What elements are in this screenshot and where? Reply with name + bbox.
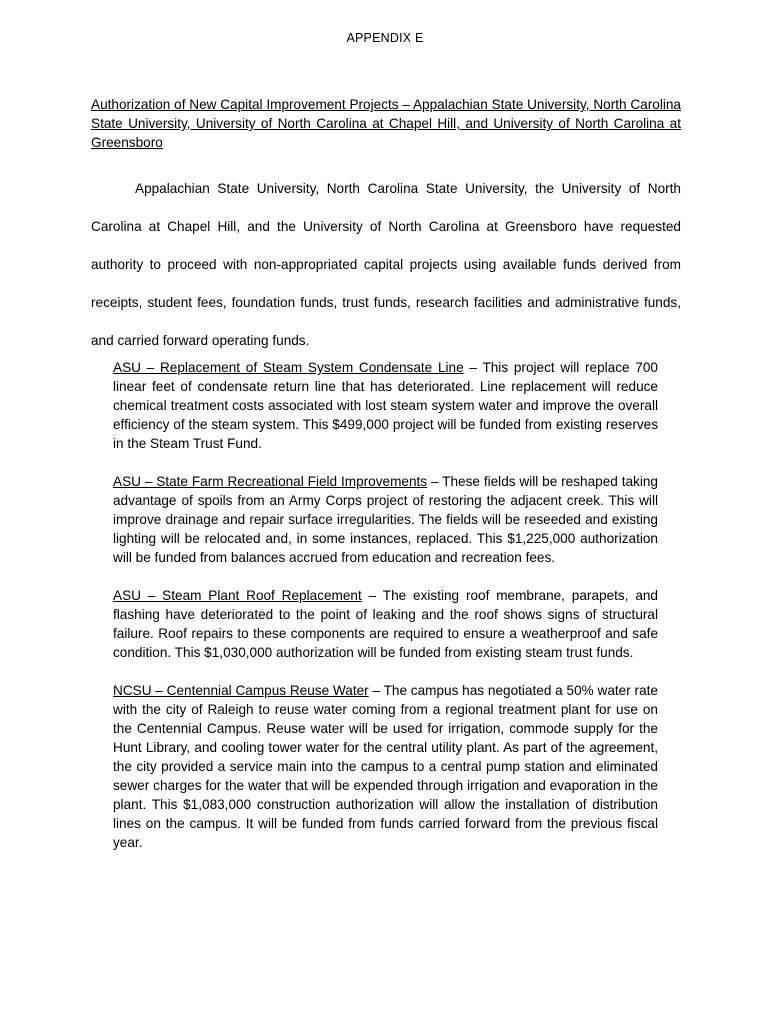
document-title: Authorization of New Capital Improvement Projects – Appalachian State University, North Carolina State University, University of North Carolina at Chapel Hill, and University of North Carolina at Greensboro [91, 97, 681, 150]
project-description: – These fields will be reshaped taking advantage of spoils from an Army Corps project of restoring the adjacent creek. This will improve drainage and repair surface irregularities. The fields will be reseeded and existing lighting will be relocated and, in some instances, replaced. This $1,225,000 authorization will be funded from balances accrued from education and recreation fees. [113, 474, 658, 565]
project-item [113, 358, 658, 453]
project-title: ASU – Steam Plant Roof Replacement [113, 588, 362, 603]
project-description: – This project will replace 700 linear feet of condensate return line that has deteriorated. Line replacement will reduce chemical treatment costs associated with lost steam system water and improve the overall efficiency of the steam system. This $499,000 project will be funded from existing reserves in the Steam Trust Fund. [113, 360, 658, 451]
project-description: – The campus has negotiated a 50% water rate with the city of Raleigh to reuse water coming from a regional treatment plant for use on the Centennial Campus. Reuse water will be used for irrigation, commode supply for the Hunt Library, and cooling tower water for the central utility plant. As part of the agreement, the city provided a service main into the campus to a central pump station and eliminated sewer charges for the water that will be expended through irrigation and evaporation in the plant. This $1,083,000 construction authorization will allow the installation of distribution lines on the campus. It will be funded from funds carried forward from the previous fiscal year. [113, 683, 658, 850]
project-title: ASU – Replacement of Steam System Condensate Line [113, 360, 464, 375]
project-item [113, 586, 658, 662]
project-item [113, 681, 658, 852]
project-title: ASU – State Farm Recreational Field Improvements [113, 474, 428, 489]
intro-paragraph: Appalachian State University, North Carolina State University, the University of North Carolina at Chapel Hill, and the University of North Carolina at Greensboro have requested authority to proceed with non-appropriated capital projects using available funds derived from receipts, student fees, foundation funds, trust funds, research facilities and administrative funds, and carried forward operating funds. [91, 181, 681, 348]
project-item [113, 472, 658, 567]
appendix-label: APPENDIX E [346, 31, 424, 45]
project-description: – The existing roof membrane, parapets, and flashing have deteriorated to the point of leaking and the roof shows signs of structural failure. Roof repairs to these components are required to ensure a weatherproof and safe condition. This $1,030,000 authorization will be funded from existing steam trust funds. [113, 588, 658, 660]
project-list [113, 358, 658, 871]
project-title: NCSU – Centennial Campus Reuse Water [113, 683, 369, 698]
